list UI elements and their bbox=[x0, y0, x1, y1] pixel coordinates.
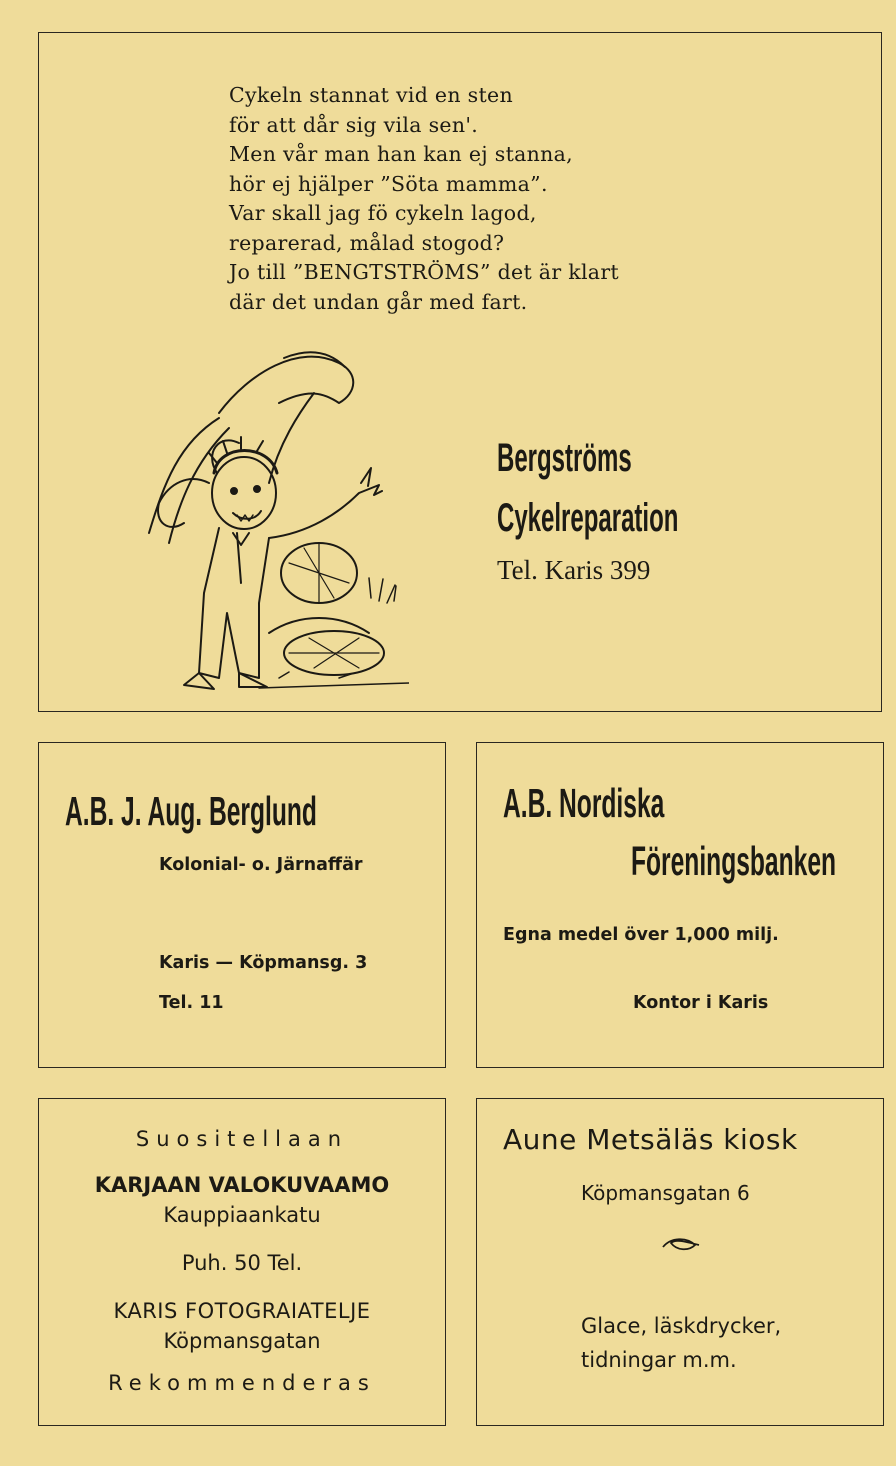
bank-office: Kontor i Karis bbox=[633, 993, 769, 1013]
studio-name-sv: KARIS FOTOGRAIATELJE bbox=[113, 1299, 371, 1323]
studio-name-fi: KARJAAN VALOKUVAAMO bbox=[94, 1173, 390, 1197]
poem bbox=[229, 81, 619, 317]
shop-service: Cykelreparation bbox=[497, 496, 679, 540]
company-type: Kolonial- o. Järnaffär bbox=[159, 855, 363, 875]
metsala-ad bbox=[476, 1098, 884, 1426]
kiosk-name: Aune Metsäläs kiosk bbox=[503, 1123, 798, 1156]
bank-name-line1: A.B. Nordiska bbox=[503, 780, 665, 826]
bengtstrom-ad bbox=[38, 32, 882, 712]
berglund-ad bbox=[38, 742, 446, 1068]
company-address: Karis — Köpmansg. 3 bbox=[159, 953, 368, 973]
swirl-ornament-icon bbox=[661, 1235, 701, 1255]
bank-capital: Egna medel över 1,000 milj. bbox=[503, 925, 779, 945]
studio-street-sv: Köpmansgatan bbox=[163, 1329, 321, 1353]
poem-line: där det undan går med fart. bbox=[229, 289, 528, 314]
company-name: A.B. J. Aug. Berglund bbox=[65, 788, 317, 834]
company-phone: Tel. 11 bbox=[159, 993, 224, 1013]
poem-line: Men vår man han kan ej stanna, bbox=[229, 142, 573, 166]
shop-phone: Tel. Karis 399 bbox=[497, 555, 651, 585]
poem-line: Cykeln stannat vid en sten bbox=[229, 83, 513, 107]
poem-line: Jo till ”BENGTSTRÖMS” det är klart bbox=[229, 260, 619, 284]
intro-text: Suositellaan bbox=[135, 1127, 349, 1151]
poem-line: Var skall jag fö cykeln lagod, bbox=[229, 201, 537, 225]
outro-text: Rekommenderas bbox=[108, 1371, 376, 1395]
poem-line: hör ej hjälper ”Söta mamma”. bbox=[229, 171, 548, 196]
valokuvaamo-ad bbox=[38, 1098, 446, 1426]
shop-name: Bergströms bbox=[497, 436, 632, 480]
studio-phone: Puh. 50 Tel. bbox=[181, 1251, 303, 1275]
boy-with-bicycle-illustration bbox=[109, 333, 409, 703]
poem-line: för att dår sig vila sen'. bbox=[229, 112, 479, 137]
nordiska-ad bbox=[476, 742, 884, 1068]
kiosk-address: Köpmansgatan 6 bbox=[581, 1181, 750, 1205]
kiosk-goods: Glace, läskdrycker, tidningar m.m. bbox=[581, 1314, 782, 1372]
bank-name-line2: Föreningsbanken bbox=[631, 838, 837, 884]
studio-street-fi: Kauppiaankatu bbox=[163, 1203, 321, 1227]
poem-line: reparerad, målad stogod? bbox=[229, 230, 505, 255]
